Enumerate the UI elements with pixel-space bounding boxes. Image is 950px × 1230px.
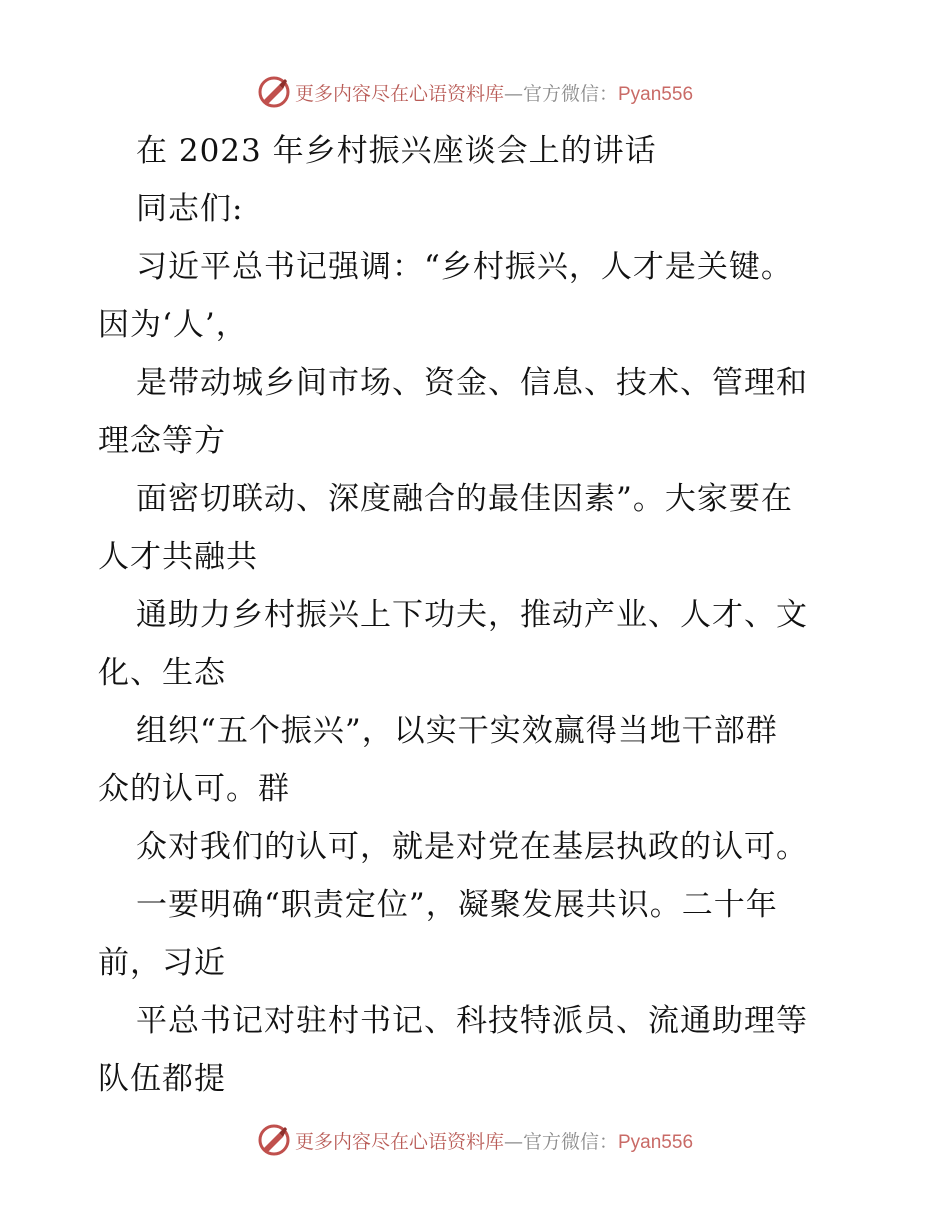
paragraph-line: 化、生态 [98,655,226,691]
footer-watermark [0,1120,950,1160]
watermark-separator: — [503,1130,523,1153]
watermark-separator: — [503,82,523,105]
quill-seal-icon [257,75,291,109]
document-title: 在 2023 年乡村振兴座谈会上的讲话 [136,133,657,169]
paragraph-line: 组织“五个振兴”，以实干实效赢得当地干部群 [136,713,778,749]
paragraph-line: 众的认可。群 [98,771,290,807]
paragraph-line: 通助力乡村振兴上下功夫，推动产业、人才、文 [136,597,808,633]
watermark-official-label: 官方微信： [522,82,618,105]
paragraph-line: 是带动城乡间市场、资金、信息、技术、管理和 [136,365,808,401]
paragraph-line: 队伍都提 [98,1061,226,1097]
paragraph-line: 众对我们的认可，就是对党在基层执政的认可。 [136,829,808,865]
paragraph-line: 平总书记对驻村书记、科技特派员、流通助理等 [136,1003,808,1039]
watermark-wechat-id: Pyan556 [618,1131,694,1153]
paragraph-line: 前，习近 [98,945,226,981]
watermark-brand: 更多内容尽在心语资料库 [294,1130,504,1153]
paragraph-line: 习近平总书记强调：“乡村振兴，人才是关键。 [136,249,793,285]
paragraph-line: 因为‘人’， [98,307,248,343]
watermark-wechat-id: Pyan556 [618,83,694,105]
watermark-official-label: 官方微信： [522,1130,618,1153]
watermark-brand: 更多内容尽在心语资料库 [294,82,504,105]
paragraph-line: 理念等方 [98,423,226,459]
watermark-text [295,1127,693,1154]
paragraph-line: 一要明确“职责定位”，凝聚发展共识。二十年 [136,887,778,923]
header-watermark [0,72,950,112]
document-body [98,122,858,1108]
salutation: 同志们: [136,191,244,227]
paragraph-line: 人才共融共 [98,539,258,575]
paragraph-line: 面密切联动、深度融合的最佳因素”。大家要在 [136,481,793,517]
quill-seal-icon [257,1123,291,1157]
watermark-text [295,79,693,106]
